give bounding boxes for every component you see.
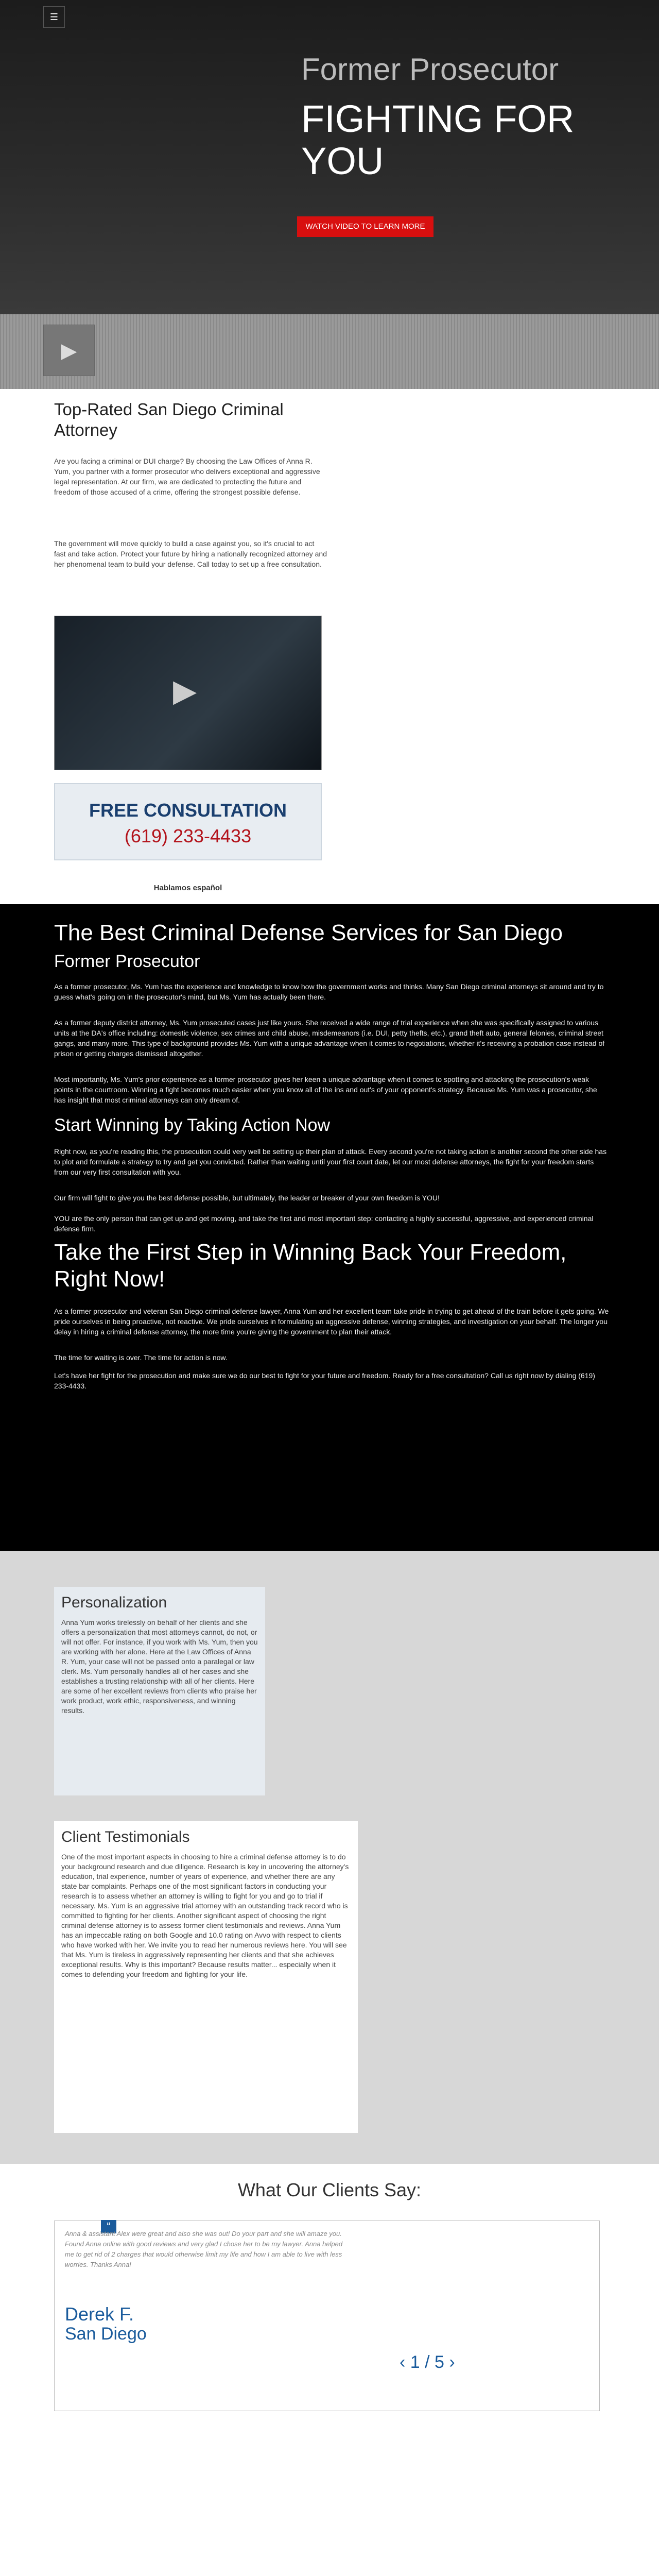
chevron-right-icon[interactable]: › bbox=[444, 2352, 455, 2372]
paragraph: As a former prosecutor, Ms. Yum has the experience and knowledge to know how the government works and thinks. Many San Diego criminal attorneys sit around and try to guess what's going on in the prosecutor's mind, but Ms. Yum has actually been there. bbox=[54, 982, 604, 1001]
reviews-section bbox=[0, 2164, 659, 2576]
subheading: Start Winning by Taking Action Now bbox=[54, 1115, 331, 1135]
intro-paragraph: The government will move quickly to build a case against you, so it's crucial to act fast and take action. Protect your future by hiring a nationally recognized attorney and her phenomenal team to build your defense. Call today to set up a free consultation. bbox=[54, 539, 327, 568]
hamburger-icon[interactable]: ☰ bbox=[43, 6, 65, 28]
paragraph: The time for waiting is over. The time for action is now. bbox=[54, 1353, 228, 1362]
chevron-left-icon[interactable]: ‹ bbox=[400, 2352, 410, 2372]
card-text: One of the most important aspects in choosing to hire a criminal defense attorney is to do your background research and due diligence. Research is key in uncovering the attorney's education, trial experience, number of years of experience, and whether there are any state bar complaints. Perhaps one of the most significant factors in conducting your research is to assess whether an attorney is willing to fight for you and go to trial if necessary. Ms. Yum is an aggressive trial attorney with an outstanding track record who is committed to fighting for her clients. Another significant aspect of choosing the right criminal defense attorney is to assess former client testimonials and reviews. Anna Yum has an impeccable rating on both Google and 10.0 rating on Avvo with respect to clients who have worked with her. We invite you to read her numerous reviews here. You will see that Ms. Yum is tireless in aggressively representing her clients and that she achieves exceptional results. Why is this important? Because results matter... especially when it comes to defending your freedom and fighting for your life. bbox=[61, 1853, 349, 1978]
reviews-title: What Our Clients Say: bbox=[237, 2179, 422, 2200]
about-section bbox=[0, 1551, 659, 2164]
personalization-card bbox=[54, 1587, 265, 1795]
review-text: Anna & assistant Alex were great and also she was out! Do your part and she will amaze you. Found Anna online with good reviews and very glad I chose her to be my lawyer. Anna helped me to get rid of 2 charges that would otherwise limit my life and how I am able to live with less worries. Thanks Anna! bbox=[65, 2230, 343, 2268]
free-consultation-label: FREE CONSULTATION bbox=[89, 800, 287, 821]
review-slider bbox=[54, 2221, 600, 2411]
intro-paragraph: Are you facing a criminal or DUI charge? By choosing the Law Offices of Anna R. Yum, you partner with a former prosecutor who delivers exceptional and aggressive legal representation. At our firm, we are dedicated to protecting the future and freedom of those accused of a crime, offering the strongest possible defense. bbox=[54, 457, 320, 496]
reviewer-name: Derek F. bbox=[65, 2303, 134, 2325]
page-indicator: 1 / 5 bbox=[410, 2352, 444, 2372]
play-icon[interactable]: ▶ bbox=[173, 673, 197, 708]
services-title: The Best Criminal Defense Services for San Diego bbox=[54, 920, 563, 945]
card-title: Personalization bbox=[61, 1594, 167, 1611]
subheading: Former Prosecutor bbox=[54, 952, 200, 971]
paragraph: Right now, as you're reading this, the prosecution could very well be setting up their plan of attack. Every second you're not taking action is another second the other side has to plot and formulate a strategy to try and get you convicted. Rather than waiting until your first court date, let our most defense attorneys, the fight for your freedom starts from our very first consultation with you. bbox=[54, 1147, 607, 1176]
intro-video[interactable] bbox=[54, 616, 322, 770]
paragraph: YOU are the only person that can get up and get moving, and take the first and most important step: contacting a highly successful, aggressive, and experienced criminal defense firm. bbox=[54, 1214, 594, 1233]
hero-line1: Former Prosecutor bbox=[301, 52, 559, 87]
card-title: Client Testimonials bbox=[61, 1828, 190, 1845]
phone-link[interactable]: (619) 233-4433 bbox=[124, 825, 252, 846]
free-consultation-box[interactable] bbox=[54, 783, 322, 860]
watch-video-button[interactable]: WATCH VIDEO TO LEARN MORE bbox=[297, 216, 433, 237]
reviewer-location: San Diego bbox=[65, 2324, 147, 2344]
mid-band bbox=[0, 314, 659, 389]
hero bbox=[0, 0, 659, 314]
hero-line2: FIGHTING FOR YOU bbox=[301, 97, 575, 182]
spanish-note: Hablamos español bbox=[153, 884, 222, 892]
intro-title: Top-Rated San Diego Criminal Attorney bbox=[54, 400, 284, 439]
review-pagination[interactable] bbox=[400, 2352, 455, 2372]
paragraph: As a former deputy district attorney, Ms. Yum prosecuted cases just like yours. She received a wide range of trial experience when she was specifically assigned to various units at the DA's office including: domestic violence, sex crimes and child abuse, misdemeanors (i.e. DUI, petty thefts, etc.), grand theft auto, general felonies, criminal street gangs, and many more. This type of background provides Ms. Yum with a unique advantage when it comes to negotiations, whether it's receiving a probation case instead of prison or getting charges dismissed altogether. bbox=[54, 1019, 605, 1058]
card-text: Anna Yum works tirelessly on behalf of her clients and she offers a personalization that most attorneys cannot, do not, or will not offer. For instance, if you work with Ms. Yum, then you are working with her alone. Here at the Law Offices of Anna R. Yum, your case will not be passed onto a paralegal or law clerk. Ms. Yum personally handles all of her cases and she establishes a trusting relationship with all of her clients. Here are some of her excellent reviews from clients who praise her work product, work ethic, responsiveness, and winning results. bbox=[61, 1618, 258, 1715]
paragraph: Most importantly, Ms. Yum's prior experience as a former prosecutor gives her keen a unique advantage when it comes to spotting and attacking the prosecution's weak points in the courtroom. Winning a fight becomes much easier when you know all of the ins and out's of your opponent's strategy. Because Ms. Yum was a prosecutor, she has insight that most criminal attorneys can only dream of. bbox=[54, 1075, 597, 1104]
testimonials-card bbox=[54, 1821, 358, 2133]
services-section bbox=[0, 904, 659, 1551]
subheading-large: Take the First Step in Winning Back Your Freedom, Right Now! bbox=[54, 1240, 567, 1292]
paragraph: Our firm will fight to give you the best defense possible, but ultimately, the leader or breaker of your own freedom is YOU! bbox=[54, 1194, 440, 1202]
intro-section bbox=[0, 389, 659, 904]
quote-icon: “ bbox=[101, 2220, 116, 2233]
paragraph: Let's have her fight for the prosecution and make sure we do our best to fight for your future and freedom. Ready for a free consultation? Call us right now by dialing (619) 233-4433. bbox=[54, 1371, 595, 1390]
paragraph: As a former prosecutor and veteran San Diego criminal defense lawyer, Anna Yum and her excellent team take pride in trying to get ahead of the train before it gets going. We pride ourselves in being proactive, not reactive. We pride ourselves in formulating an aggressive defense, winning strategies, and investigation on your behalf. The longer you delay in hiring a criminal defense attorney, the more time you're giving the government to plan their attack. bbox=[54, 1307, 609, 1336]
play-icon[interactable]: ▶ bbox=[43, 325, 95, 376]
